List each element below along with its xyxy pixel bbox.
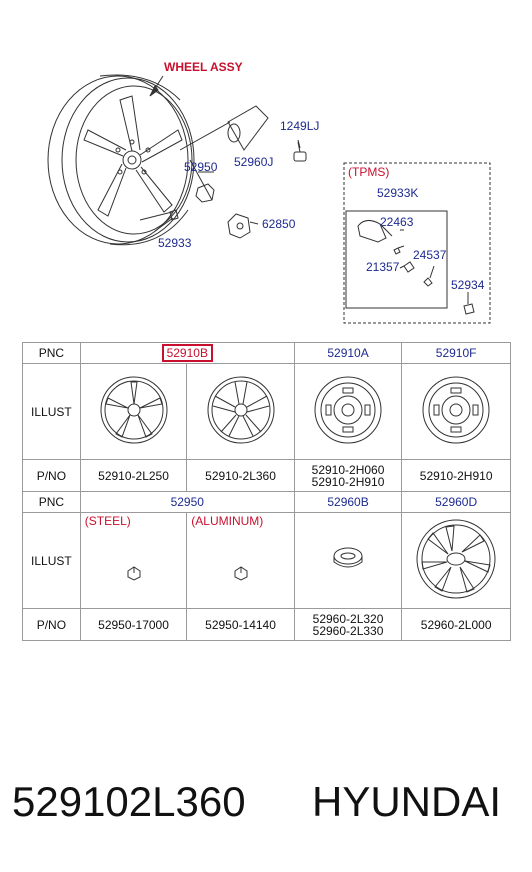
illust-cell: [402, 513, 511, 609]
alloy-wheel-icon: [205, 374, 277, 446]
wheel-assy-label: WHEEL ASSY: [164, 60, 243, 74]
center-cap-icon: [330, 544, 366, 574]
pnc-row-2: [23, 492, 511, 513]
illust-cell: [294, 513, 402, 609]
illust-cell: [187, 364, 295, 460]
pno-row-2: [23, 609, 511, 641]
bolt-part: [294, 142, 306, 161]
pnc-label: PNC: [23, 343, 81, 364]
illust-cell: [187, 513, 295, 609]
pno-cell: 52910-2H910: [402, 460, 511, 492]
pno-cell: 52910-2L360: [187, 460, 295, 492]
pnc-row-1: [23, 343, 511, 364]
callout-52933k[interactable]: 52933K: [377, 186, 419, 200]
illust-row-1: [23, 364, 511, 460]
callout-52960j[interactable]: 52960J: [234, 155, 274, 169]
pnc-cell[interactable]: 52960B: [294, 492, 402, 513]
steel-label: (STEEL): [84, 514, 131, 528]
pno-cell: 52950-17000: [80, 609, 187, 641]
pnc-label: PNC: [23, 492, 81, 513]
tpms-label: (TPMS): [348, 165, 390, 179]
pno-line: 52910-2H060: [311, 462, 385, 477]
illust-label: ILLUST: [23, 364, 81, 460]
callout-52933[interactable]: 52933: [158, 236, 192, 250]
lug-nut-icon: [231, 563, 251, 583]
pno-cell: [294, 609, 402, 641]
brand-text: HYUNDAI: [312, 778, 502, 825]
illust-cell: [294, 364, 402, 460]
illust-label: ILLUST: [23, 513, 81, 609]
parts-table: [22, 342, 511, 641]
illust-row-2: [23, 513, 511, 609]
pnc-highlighted[interactable]: 52910B: [162, 344, 213, 362]
pno-cell: [294, 460, 402, 492]
pnc-cell[interactable]: 52910F: [402, 343, 511, 364]
steel-wheel-icon: [420, 374, 492, 446]
illust-cell: [80, 513, 187, 609]
pno-line: 52960-2L330: [312, 623, 384, 638]
pno-cell: 52910-2L250: [80, 460, 187, 492]
alloy-wheel-icon: [98, 374, 170, 446]
pnc-cell[interactable]: 52910A: [294, 343, 402, 364]
leader-lines: [140, 76, 300, 231]
callout-1249lj[interactable]: 1249LJ: [280, 119, 320, 133]
pno-line: 52960-2L320: [312, 611, 384, 626]
pnc-cell[interactable]: 52950: [80, 492, 294, 513]
aluminum-label: (ALUMINUM): [191, 514, 264, 528]
part-number-text: 529102L360: [12, 778, 246, 825]
callout-24537[interactable]: 24537: [413, 248, 447, 262]
pno-label: P/NO: [23, 609, 81, 641]
pno-cell: 52950-14140: [187, 609, 295, 641]
callout-21357[interactable]: 21357: [366, 260, 400, 274]
pno-row-1: [23, 460, 511, 492]
lug-nut-icon: [124, 563, 144, 583]
illust-cell: [402, 364, 511, 460]
pnc-cell[interactable]: [80, 343, 294, 364]
callout-52950[interactable]: 52950: [184, 160, 218, 174]
pnc-cell[interactable]: 52960D: [402, 492, 511, 513]
callout-52934[interactable]: 52934: [451, 278, 485, 292]
pno-cell: 52960-2L000: [402, 609, 511, 641]
illust-cell: [80, 364, 187, 460]
center-cap-part: [228, 106, 268, 150]
pno-label: P/NO: [23, 460, 81, 492]
callout-22463[interactable]: 22463: [380, 215, 414, 229]
valve-cap-part: [228, 214, 250, 238]
callout-62850[interactable]: 62850: [262, 217, 296, 231]
wheel-cover-icon: [414, 517, 498, 601]
steel-wheel-icon: [312, 374, 384, 446]
pno-line: 52910-2H910: [311, 474, 385, 489]
